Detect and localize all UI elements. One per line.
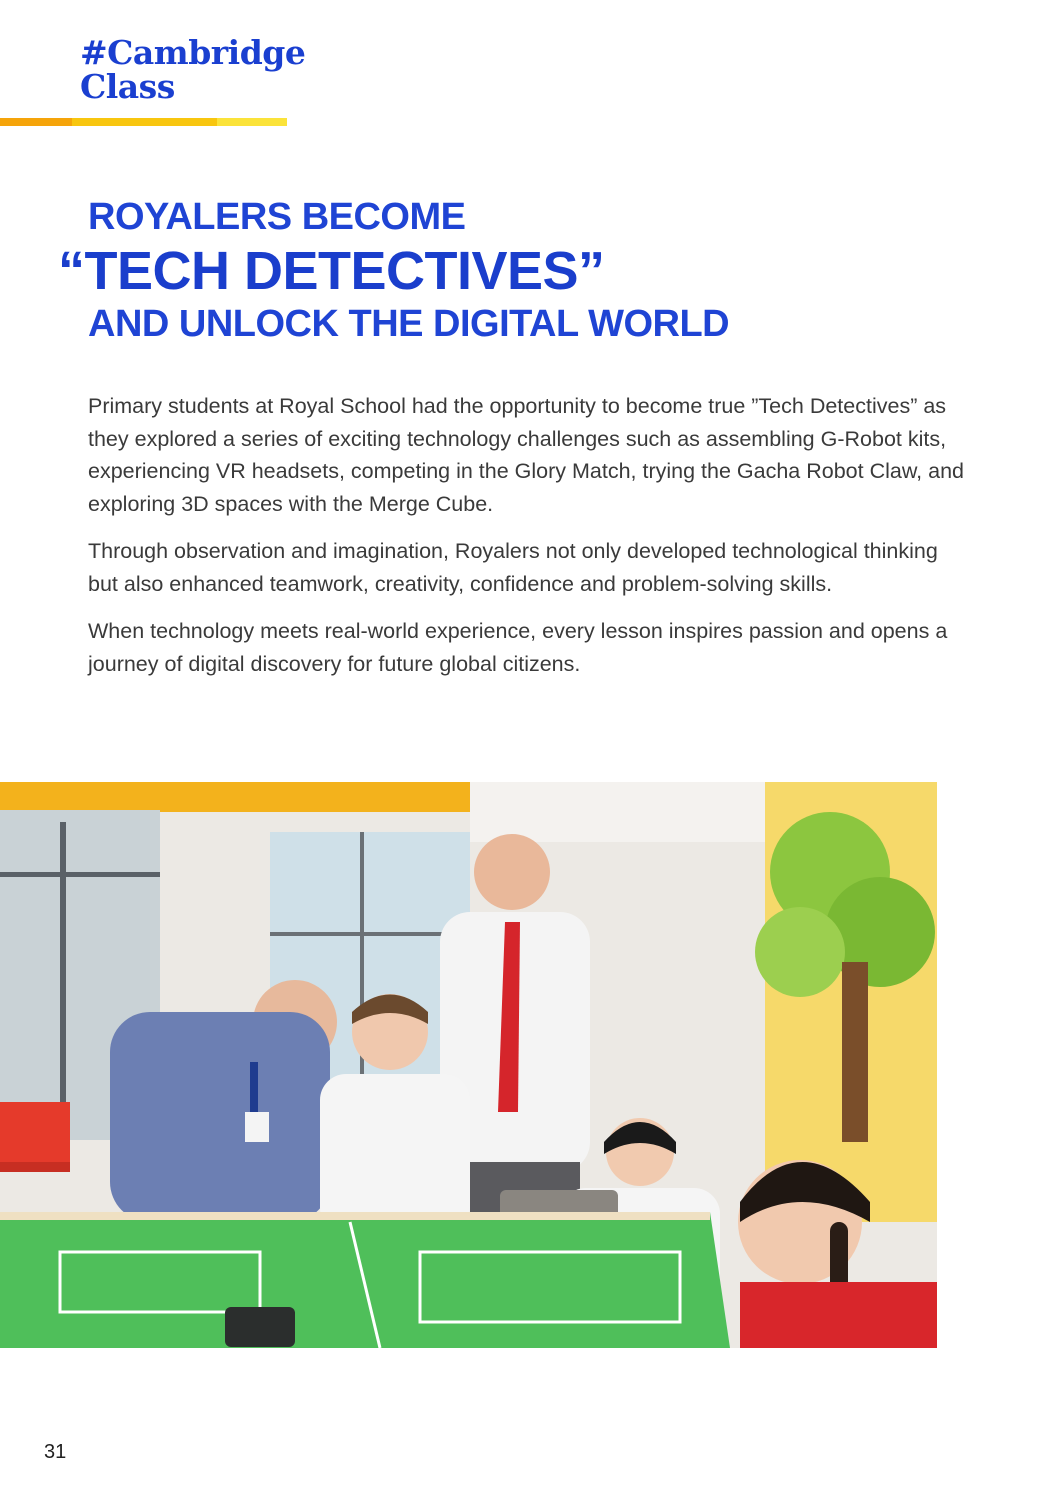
article-title-line1: ROYALERS BECOME bbox=[88, 196, 466, 238]
paragraph: Through observation and imagination, Royalers not only developed technological thinking but also enhanced teamwork, creativity, confidence and problem-solving skills. bbox=[88, 539, 938, 596]
paragraph: Primary students at Royal School had the opportunity to become true ”Tech Detectives” as they explored a series of exciting technology challenges such as assembling G-Robot kits, experiencing VR headsets, competing in the Glory Match, trying the Gacha Robot Claw, and exploring 3D spaces with the Merge Cube. bbox=[88, 394, 964, 516]
section-tag-line1: #Cambridge bbox=[80, 33, 306, 72]
article-title-line3: AND UNLOCK THE DIGITAL WORLD bbox=[88, 303, 730, 345]
article-body bbox=[88, 390, 968, 695]
classroom-photo bbox=[0, 782, 937, 1348]
tag-underline bbox=[0, 118, 287, 126]
article-title-line2: “TECH DETECTIVES” bbox=[58, 241, 605, 301]
paragraph: When technology meets real-world experience, every lesson inspires passion and opens a journey of digital discovery for future global citizens. bbox=[88, 619, 948, 676]
section-tag-line2: Class bbox=[80, 67, 175, 106]
page-number: 31 bbox=[44, 1441, 67, 1463]
section-tag bbox=[80, 33, 306, 106]
